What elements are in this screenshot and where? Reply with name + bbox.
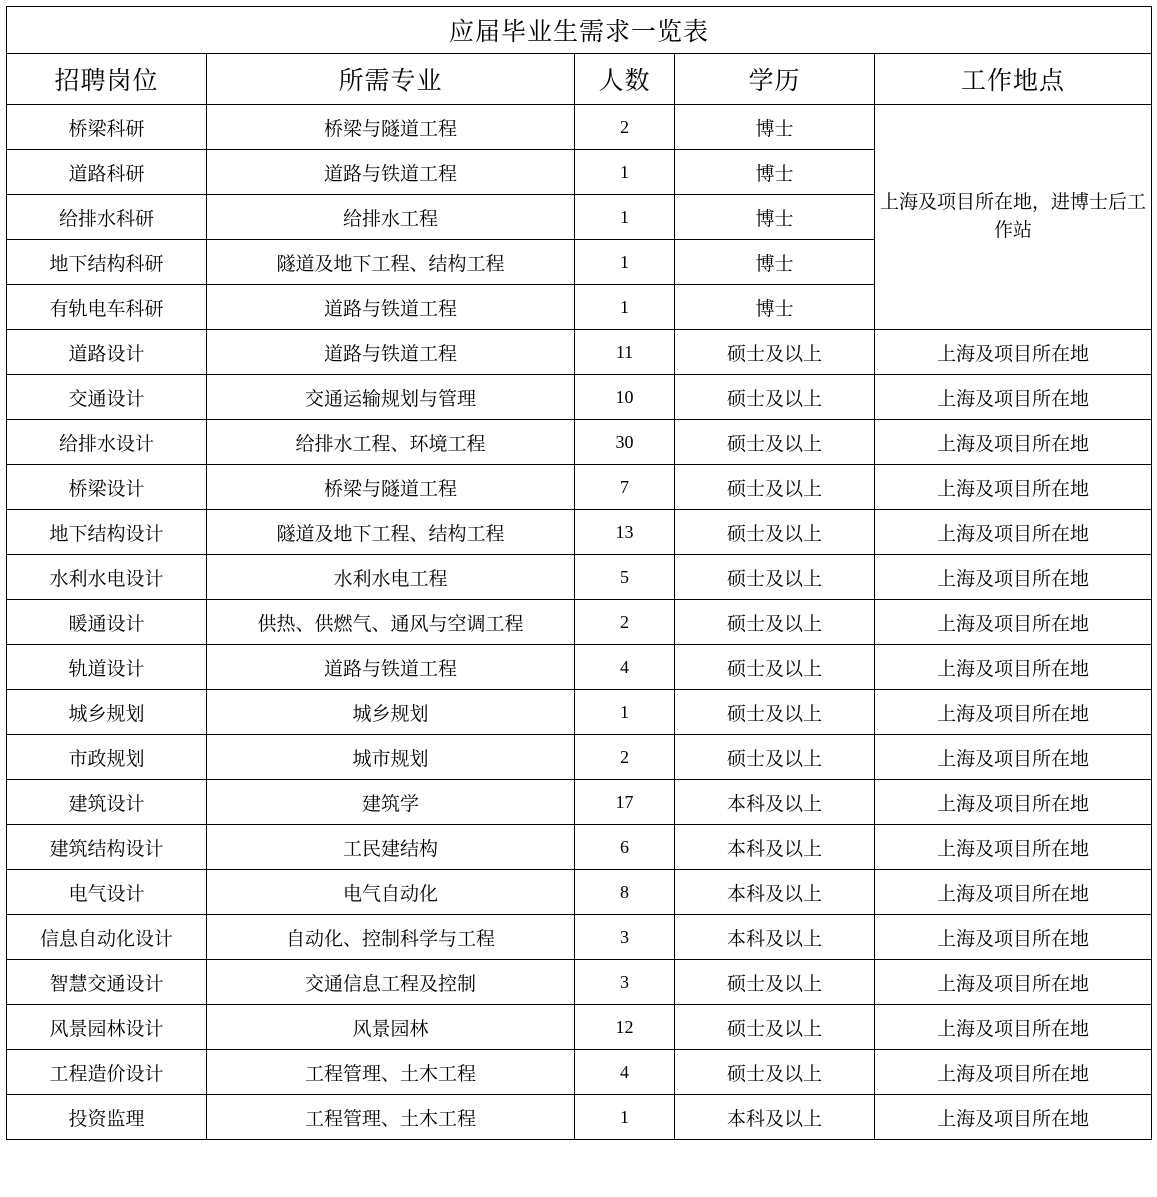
table-row (7, 1095, 1152, 1140)
cell-count: 12 (575, 1005, 675, 1050)
table-title-row (7, 7, 1152, 54)
cell-major: 建筑学 (207, 780, 575, 825)
cell-position: 交通设计 (7, 375, 207, 420)
cell-major: 交通运输规划与管理 (207, 375, 575, 420)
cell-location: 上海及项目所在地 (875, 555, 1152, 600)
cell-count: 13 (575, 510, 675, 555)
cell-count: 1 (575, 195, 675, 240)
cell-count: 7 (575, 465, 675, 510)
table-row (7, 555, 1152, 600)
cell-major: 风景园林 (207, 1005, 575, 1050)
cell-education: 博士 (675, 150, 875, 195)
cell-position: 投资监理 (7, 1095, 207, 1140)
cell-location: 上海及项目所在地 (875, 780, 1152, 825)
cell-count: 3 (575, 960, 675, 1005)
column-header-location: 工作地点 (875, 54, 1152, 105)
cell-location: 上海及项目所在地 (875, 915, 1152, 960)
cell-position: 智慧交通设计 (7, 960, 207, 1005)
cell-education: 硕士及以上 (675, 645, 875, 690)
cell-education: 硕士及以上 (675, 960, 875, 1005)
table-header-row (7, 54, 1152, 105)
table-row (7, 465, 1152, 510)
cell-position: 桥梁设计 (7, 465, 207, 510)
column-header-major: 所需专业 (207, 54, 575, 105)
cell-major: 工程管理、土木工程 (207, 1050, 575, 1095)
cell-education: 博士 (675, 105, 875, 150)
cell-major: 道路与铁道工程 (207, 330, 575, 375)
page-title: 应届毕业生需求一览表 (7, 7, 1152, 54)
cell-major: 桥梁与隧道工程 (207, 105, 575, 150)
cell-major: 给排水工程、环境工程 (207, 420, 575, 465)
cell-position: 市政规划 (7, 735, 207, 780)
cell-location-merged: 上海及项目所在地，进博士后工作站 (875, 105, 1152, 330)
cell-location: 上海及项目所在地 (875, 1050, 1152, 1095)
cell-major: 供热、供燃气、通风与空调工程 (207, 600, 575, 645)
cell-education: 硕士及以上 (675, 1050, 875, 1095)
cell-count: 5 (575, 555, 675, 600)
column-header-position: 招聘岗位 (7, 54, 207, 105)
cell-location: 上海及项目所在地 (875, 510, 1152, 555)
cell-count: 17 (575, 780, 675, 825)
table-row (7, 735, 1152, 780)
table-row (7, 375, 1152, 420)
column-header-education: 学历 (675, 54, 875, 105)
cell-location: 上海及项目所在地 (875, 960, 1152, 1005)
cell-count: 2 (575, 600, 675, 645)
cell-education: 本科及以上 (675, 825, 875, 870)
column-header-count: 人数 (575, 54, 675, 105)
cell-major: 交通信息工程及控制 (207, 960, 575, 1005)
table-row (7, 105, 1152, 150)
table-row (7, 690, 1152, 735)
cell-count: 4 (575, 1050, 675, 1095)
cell-major: 城乡规划 (207, 690, 575, 735)
cell-position: 给排水科研 (7, 195, 207, 240)
cell-education: 博士 (675, 285, 875, 330)
cell-education: 硕士及以上 (675, 600, 875, 645)
cell-education: 硕士及以上 (675, 1005, 875, 1050)
table-row (7, 420, 1152, 465)
cell-major: 道路与铁道工程 (207, 285, 575, 330)
cell-position: 桥梁科研 (7, 105, 207, 150)
cell-count: 30 (575, 420, 675, 465)
cell-location: 上海及项目所在地 (875, 600, 1152, 645)
cell-location: 上海及项目所在地 (875, 1005, 1152, 1050)
cell-location: 上海及项目所在地 (875, 330, 1152, 375)
table-row (7, 780, 1152, 825)
cell-major: 道路与铁道工程 (207, 645, 575, 690)
cell-position: 道路科研 (7, 150, 207, 195)
table-row (7, 1005, 1152, 1050)
cell-education: 本科及以上 (675, 780, 875, 825)
table-row (7, 825, 1152, 870)
cell-position: 水利水电设计 (7, 555, 207, 600)
cell-position: 轨道设计 (7, 645, 207, 690)
cell-education: 本科及以上 (675, 870, 875, 915)
cell-education: 硕士及以上 (675, 690, 875, 735)
cell-location: 上海及项目所在地 (875, 465, 1152, 510)
cell-position: 地下结构设计 (7, 510, 207, 555)
cell-education: 本科及以上 (675, 915, 875, 960)
cell-location: 上海及项目所在地 (875, 825, 1152, 870)
cell-education: 硕士及以上 (675, 555, 875, 600)
graduate-demand-table (6, 6, 1152, 1140)
cell-count: 1 (575, 690, 675, 735)
cell-position: 给排水设计 (7, 420, 207, 465)
cell-position: 风景园林设计 (7, 1005, 207, 1050)
cell-major: 隧道及地下工程、结构工程 (207, 240, 575, 285)
cell-major: 城市规划 (207, 735, 575, 780)
cell-location: 上海及项目所在地 (875, 375, 1152, 420)
cell-major: 电气自动化 (207, 870, 575, 915)
cell-major: 道路与铁道工程 (207, 150, 575, 195)
cell-education: 硕士及以上 (675, 465, 875, 510)
cell-education: 博士 (675, 195, 875, 240)
cell-position: 建筑结构设计 (7, 825, 207, 870)
cell-location: 上海及项目所在地 (875, 420, 1152, 465)
table-row (7, 960, 1152, 1005)
cell-position: 建筑设计 (7, 780, 207, 825)
cell-count: 4 (575, 645, 675, 690)
cell-position: 城乡规划 (7, 690, 207, 735)
cell-location: 上海及项目所在地 (875, 870, 1152, 915)
cell-count: 3 (575, 915, 675, 960)
table-row (7, 1050, 1152, 1095)
cell-position: 信息自动化设计 (7, 915, 207, 960)
cell-position: 地下结构科研 (7, 240, 207, 285)
cell-major: 工民建结构 (207, 825, 575, 870)
cell-education: 硕士及以上 (675, 735, 875, 780)
cell-major: 水利水电工程 (207, 555, 575, 600)
cell-major: 工程管理、土木工程 (207, 1095, 575, 1140)
table-row (7, 870, 1152, 915)
cell-education: 硕士及以上 (675, 330, 875, 375)
cell-position: 道路设计 (7, 330, 207, 375)
cell-education: 博士 (675, 240, 875, 285)
table-row (7, 915, 1152, 960)
cell-major: 桥梁与隧道工程 (207, 465, 575, 510)
cell-major: 给排水工程 (207, 195, 575, 240)
table-row (7, 330, 1152, 375)
cell-count: 2 (575, 105, 675, 150)
table-body (7, 7, 1152, 1140)
cell-education: 硕士及以上 (675, 510, 875, 555)
cell-position: 有轨电车科研 (7, 285, 207, 330)
cell-count: 1 (575, 1095, 675, 1140)
cell-location: 上海及项目所在地 (875, 735, 1152, 780)
cell-count: 2 (575, 735, 675, 780)
cell-education: 硕士及以上 (675, 420, 875, 465)
cell-count: 1 (575, 240, 675, 285)
cell-major: 隧道及地下工程、结构工程 (207, 510, 575, 555)
cell-position: 暖通设计 (7, 600, 207, 645)
cell-count: 11 (575, 330, 675, 375)
cell-count: 10 (575, 375, 675, 420)
cell-education: 本科及以上 (675, 1095, 875, 1140)
cell-location: 上海及项目所在地 (875, 690, 1152, 735)
cell-location: 上海及项目所在地 (875, 1095, 1152, 1140)
cell-count: 6 (575, 825, 675, 870)
cell-position: 工程造价设计 (7, 1050, 207, 1095)
cell-location: 上海及项目所在地 (875, 645, 1152, 690)
cell-count: 1 (575, 150, 675, 195)
cell-count: 8 (575, 870, 675, 915)
cell-education: 硕士及以上 (675, 375, 875, 420)
cell-position: 电气设计 (7, 870, 207, 915)
table-row (7, 510, 1152, 555)
table-row (7, 645, 1152, 690)
cell-count: 1 (575, 285, 675, 330)
cell-major: 自动化、控制科学与工程 (207, 915, 575, 960)
table-row (7, 600, 1152, 645)
